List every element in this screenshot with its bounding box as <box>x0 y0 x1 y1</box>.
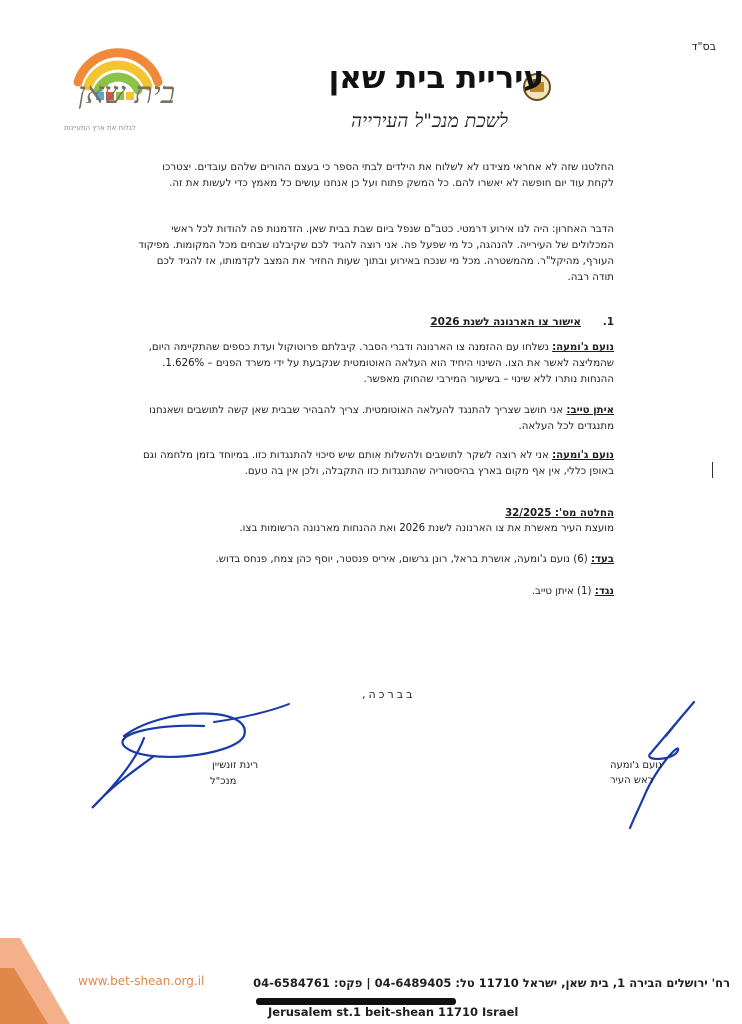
vote-for-label: בעד: <box>590 554 614 565</box>
decision-title: החלטה מס': 32/2025 <box>505 508 614 519</box>
vote-for <box>216 554 614 565</box>
city-name-title: עיריית בית שאן <box>328 60 544 96</box>
discussion-entry <box>136 403 614 435</box>
speaker-text: נשלחו עם ההזמנה צו הארנונה ודברי הסבר. קיבלתם פרוטוקול ועדת כספים שהתקיימה היום, שהמליצה לאשר את הצו. השינוי היחיד הוא העלאה האוטומטית שנקבעת על ידי משרד הפנים – 1.626%. ההנחות נותרו ללא שינוי – בשיעור המירבי שהחוק מאפשר. <box>148 342 614 385</box>
ceo-signature <box>84 696 294 826</box>
mayor-title: ראש העיר <box>610 775 654 786</box>
bsd-mark: בס"ד <box>691 40 716 53</box>
mayor-name: נועם ג'ומעה <box>610 760 662 771</box>
speaker-text: אני חושב שצריך להתנגד להעלאה האוטומטית. צריך להבהיר שבבית שאן קשה לתושבים ושאנחנו מתנגדים לכל העלאה. <box>149 405 614 432</box>
margin-mark <box>712 462 713 478</box>
speaker-name: איתן טייב: <box>566 405 614 416</box>
agenda-item-number: 1. <box>602 316 614 328</box>
speaker-text: אני לא רוצה לשקר לתושבים ולהשלות אותם שיש סיכוי להתנגדות כזו. במיוחד בזמן מלחמה וגם באופן כללי, אין אף מקום בארץ בהיסטוריה שהתנגדות כזו התקבלה, ולכן אין בה טעם. <box>143 450 614 477</box>
vote-against-names: (1) איתן טייב. <box>531 586 592 597</box>
paragraph-drone-incident: הדבר האחרון: היה לנו אירוע דרמטי. כטב"ם שנפל ביום שבת בבית שאן. הזדמנות פה להודות לכל ראשי המכלולים של העירייה. להנהגה, כל מי שפעל פה. אני רוצה להגיד לכם שקיבלנו שבחים מכל המקומות. מפיקוד העורף, מהיקל"ר. מהמשטרה. מכל מי שנכח באירוע ובתוך שעות החזיר את המצב לקדמותו, אז להגיד לכם תודה רבה. <box>138 224 614 283</box>
website-link[interactable]: www.bet-shean.org.il <box>78 974 205 988</box>
paragraph-schools: החלטנו שזה לא אחראי מצידנו לא לשלוח את הילדים לבתי הספר כי בעצם ההורים שלהם עובדים. יצטרכו לקחת עוד יום חופשה לא יאשרו להם. כל המשק פתוח ועל כן אנחנו עושים כל מאמץ כדי לעשות את זה. <box>162 162 614 189</box>
agenda-item-heading <box>430 316 614 328</box>
vote-against <box>532 586 614 597</box>
discussion-entry <box>136 340 614 388</box>
ceo-title: מנכ"ל <box>210 776 237 787</box>
closing-greeting: בברכה, <box>362 688 416 701</box>
speaker-name: נועם ג'ומעה: <box>552 342 614 353</box>
logo-tagline: לגלות את ארץ המעיינות <box>64 124 136 132</box>
office-subtitle: לשכת מנכ"ל העירייה <box>351 110 508 132</box>
vote-for-names: (6) נועם ג'ומעה, אושרת בראל, רונן גרשום, איריס פנסטר, יוסף כהן צמח, פנחס בדוש. <box>215 554 588 565</box>
footer-address-hebrew: רח' ירושלים הבירה 1, בית שאן, ישראל 11710 טל: 04-6489405 | פקס: 04-6584761 <box>253 976 730 990</box>
logo-wordmark: בית שאן <box>78 76 176 111</box>
footer-address-english: Jerusalem st.1 beit-shean 11710 Israel <box>268 1005 519 1019</box>
decision-block <box>134 506 614 536</box>
decision-text: מועצת העיר מאשרת את צו הארנונה לשנת 2026 ואת ההנחות מארנונה הרשומות בצו. <box>239 523 614 534</box>
agenda-item-title: אישור צו הארנונה לשנת 2026 <box>430 316 582 328</box>
footer-redaction-bar <box>256 998 456 1005</box>
discussion-entry <box>136 448 614 480</box>
vote-against-label: נגד: <box>594 586 614 597</box>
ceo-name: רינת זונשיין <box>212 760 259 771</box>
footer-decoration <box>0 938 70 1024</box>
speaker-name: נועם ג'ומעה: <box>552 450 614 461</box>
